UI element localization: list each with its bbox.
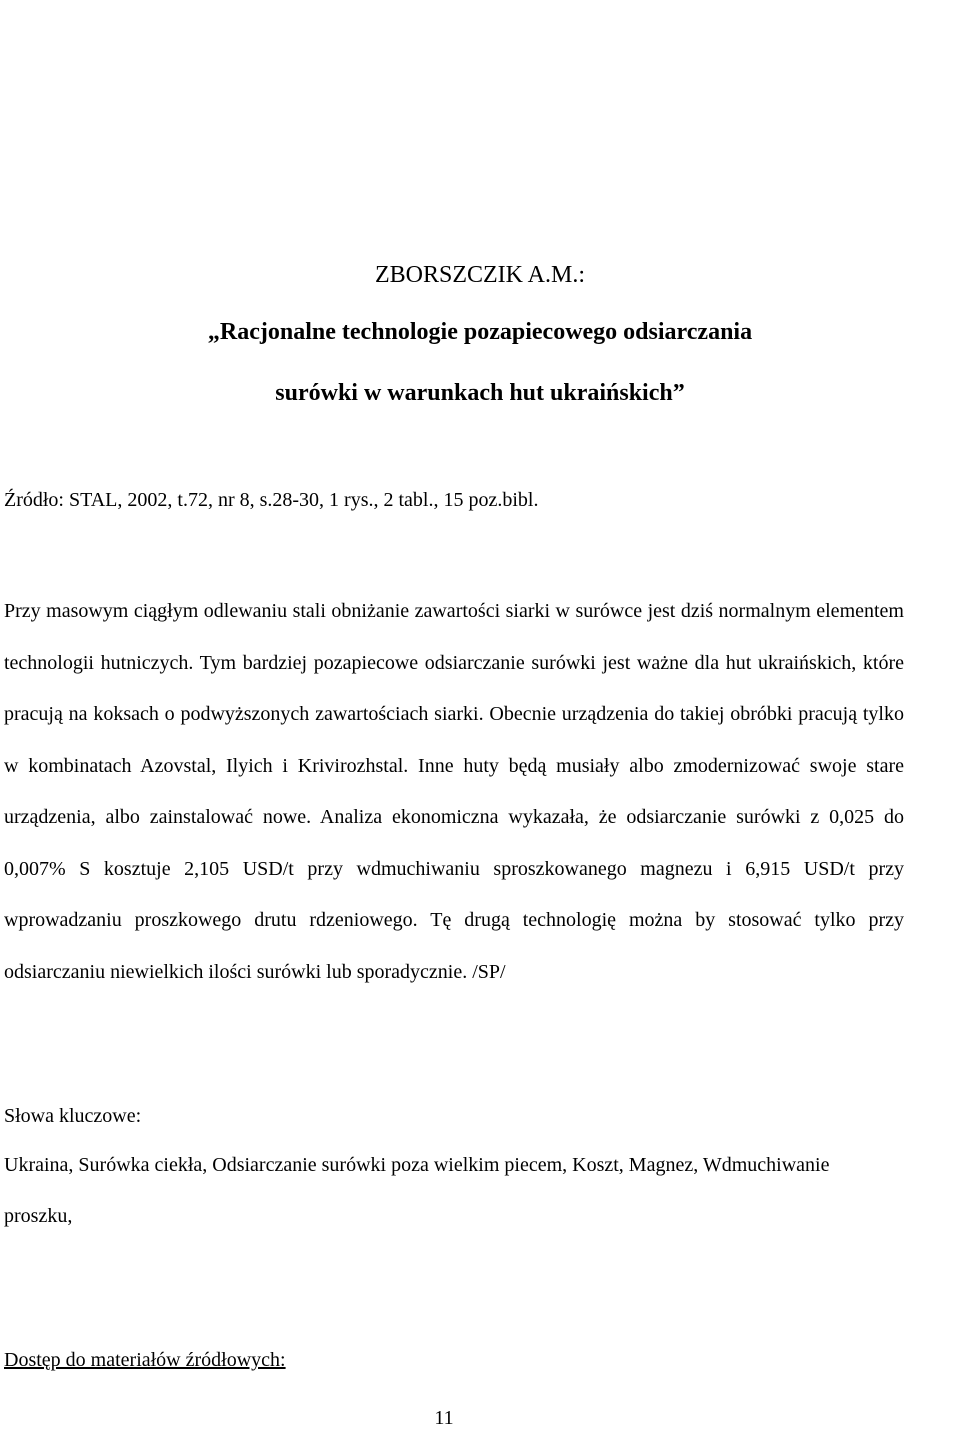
keywords-list: Ukraina, Surówka ciekła, Odsiarczanie surówki poza wielkim piecem, Koszt, Magnez, Wdmuchiwanie proszku, xyxy=(4,1154,830,1227)
keywords-label: Słowa kluczowe: xyxy=(4,1105,142,1127)
source-citation: Źródło: STAL, 2002, t.72, nr 8, s.28-30, 1 rys., 2 tabl., 15 poz.bibl. xyxy=(4,489,539,511)
abstract-paragraph: Przy masowym ciągłym odlewaniu stali obniżanie zawartości siarki w surówce jest dziś normalnym elementem technologii hutniczych. Tym bardziej pozapiecowe odsiarczanie surówki jest ważne dla hut ukraińskich, które pracują na koksach o podwyższonych zawartościach siarki. Obecnie urządzenia do takiej obróbki pracują tylko w kombinatach Azovstal, Ilyich i Krivirozhstal. Inne huty będą musiały albo zmodernizować swoje stare urządzenia, albo zainstalować nowe. Analiza ekonomiczna wykazała, że odsiarczanie surówki z 0,025 do 0,007% S kosztuje 2,105 USD/t przy wdmuchiwaniu sproszkowanego magnezu i 6,915 USD/t przy wprowadzaniu proszkowego drutu rdzeniowego. Tę drugą technologię można by stosować tylko przy odsiarczaniu niewielkich ilości surówki lub sporadycznie. /SP/ xyxy=(4,600,904,983)
page-number: 11 xyxy=(434,1407,454,1429)
article-title-line-1: „Racjonalne technologie pozapiecowego odsiarczania xyxy=(207,319,753,345)
article-title-line-2: surówki w warunkach hut ukraińskich” xyxy=(275,380,685,406)
source-materials-link[interactable]: Dostęp do materiałów źródłowych: xyxy=(4,1349,286,1371)
article-author: ZBORSZCZIK A.M.: xyxy=(374,262,586,288)
